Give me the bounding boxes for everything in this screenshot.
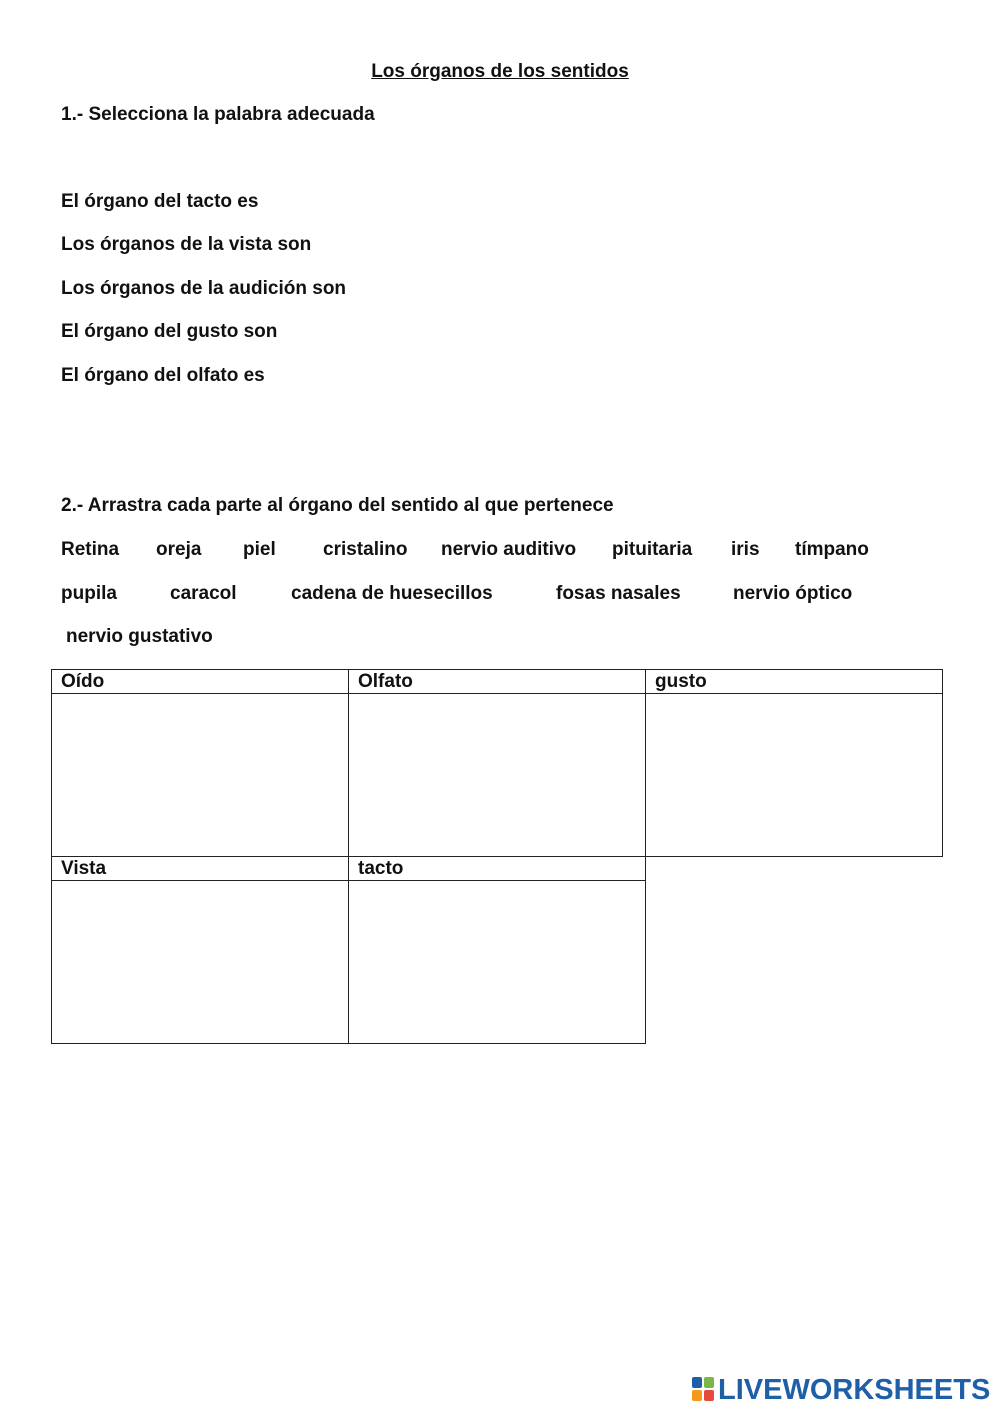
header-label-olfato: Olfato: [358, 671, 413, 692]
table-header-cell-gusto: [645, 669, 943, 694]
word-chip[interactable]: pituitaria: [612, 539, 693, 560]
section2-heading: 2.- Arrastra cada parte al órgano del sentido al que pertenece: [61, 495, 614, 516]
word-chip[interactable]: cadena de huesecillos: [291, 583, 493, 604]
drop-zone-gusto[interactable]: [645, 693, 943, 857]
word-chip[interactable]: piel: [243, 539, 276, 560]
word-chip[interactable]: pupila: [61, 583, 117, 604]
word-chip[interactable]: iris: [731, 539, 760, 560]
word-chip[interactable]: Retina: [61, 539, 120, 560]
liveworksheets-logo-text: LIVEWORKSHEETS: [718, 1373, 991, 1406]
header-label-gusto: gusto: [655, 671, 707, 692]
table-header-cell-tacto: [348, 856, 646, 881]
word-chip[interactable]: nervio gustativo: [66, 626, 213, 647]
word-chip[interactable]: cristalino: [323, 539, 408, 560]
section1-heading: 1.- Selecciona la palabra adecuada: [61, 104, 375, 125]
liveworksheets-logo: [692, 1374, 990, 1406]
question-tacto: El órgano del tacto es: [61, 191, 259, 212]
header-label-tacto: tacto: [358, 858, 404, 879]
word-chip[interactable]: nervio óptico: [733, 583, 853, 604]
page-title: Los órganos de los sentidos: [371, 61, 629, 82]
table-header-cell-olfato: [348, 669, 646, 694]
word-chip[interactable]: tímpano: [795, 539, 869, 560]
header-label-vista: Vista: [61, 858, 107, 879]
header-label-oido: Oído: [61, 671, 105, 692]
table-header-cell-oido: [51, 669, 349, 694]
drop-zone-vista[interactable]: [51, 880, 349, 1044]
question-audicion: Los órganos de la audición son: [61, 278, 347, 299]
drop-zone-olfato[interactable]: [348, 693, 646, 857]
word-chip[interactable]: caracol: [170, 583, 237, 604]
question-vista: Los órganos de la vista son: [61, 234, 312, 255]
liveworksheets-logo-icon: [692, 1377, 716, 1403]
question-olfato: El órgano del olfato es: [61, 365, 265, 386]
table-header-cell-vista: [51, 856, 349, 881]
drop-zone-tacto[interactable]: [348, 880, 646, 1044]
word-chip[interactable]: nervio auditivo: [441, 539, 577, 560]
question-gusto: El órgano del gusto son: [61, 321, 278, 342]
word-chip[interactable]: oreja: [156, 539, 202, 560]
word-chip[interactable]: fosas nasales: [556, 583, 681, 604]
drop-zone-oido[interactable]: [51, 693, 349, 857]
